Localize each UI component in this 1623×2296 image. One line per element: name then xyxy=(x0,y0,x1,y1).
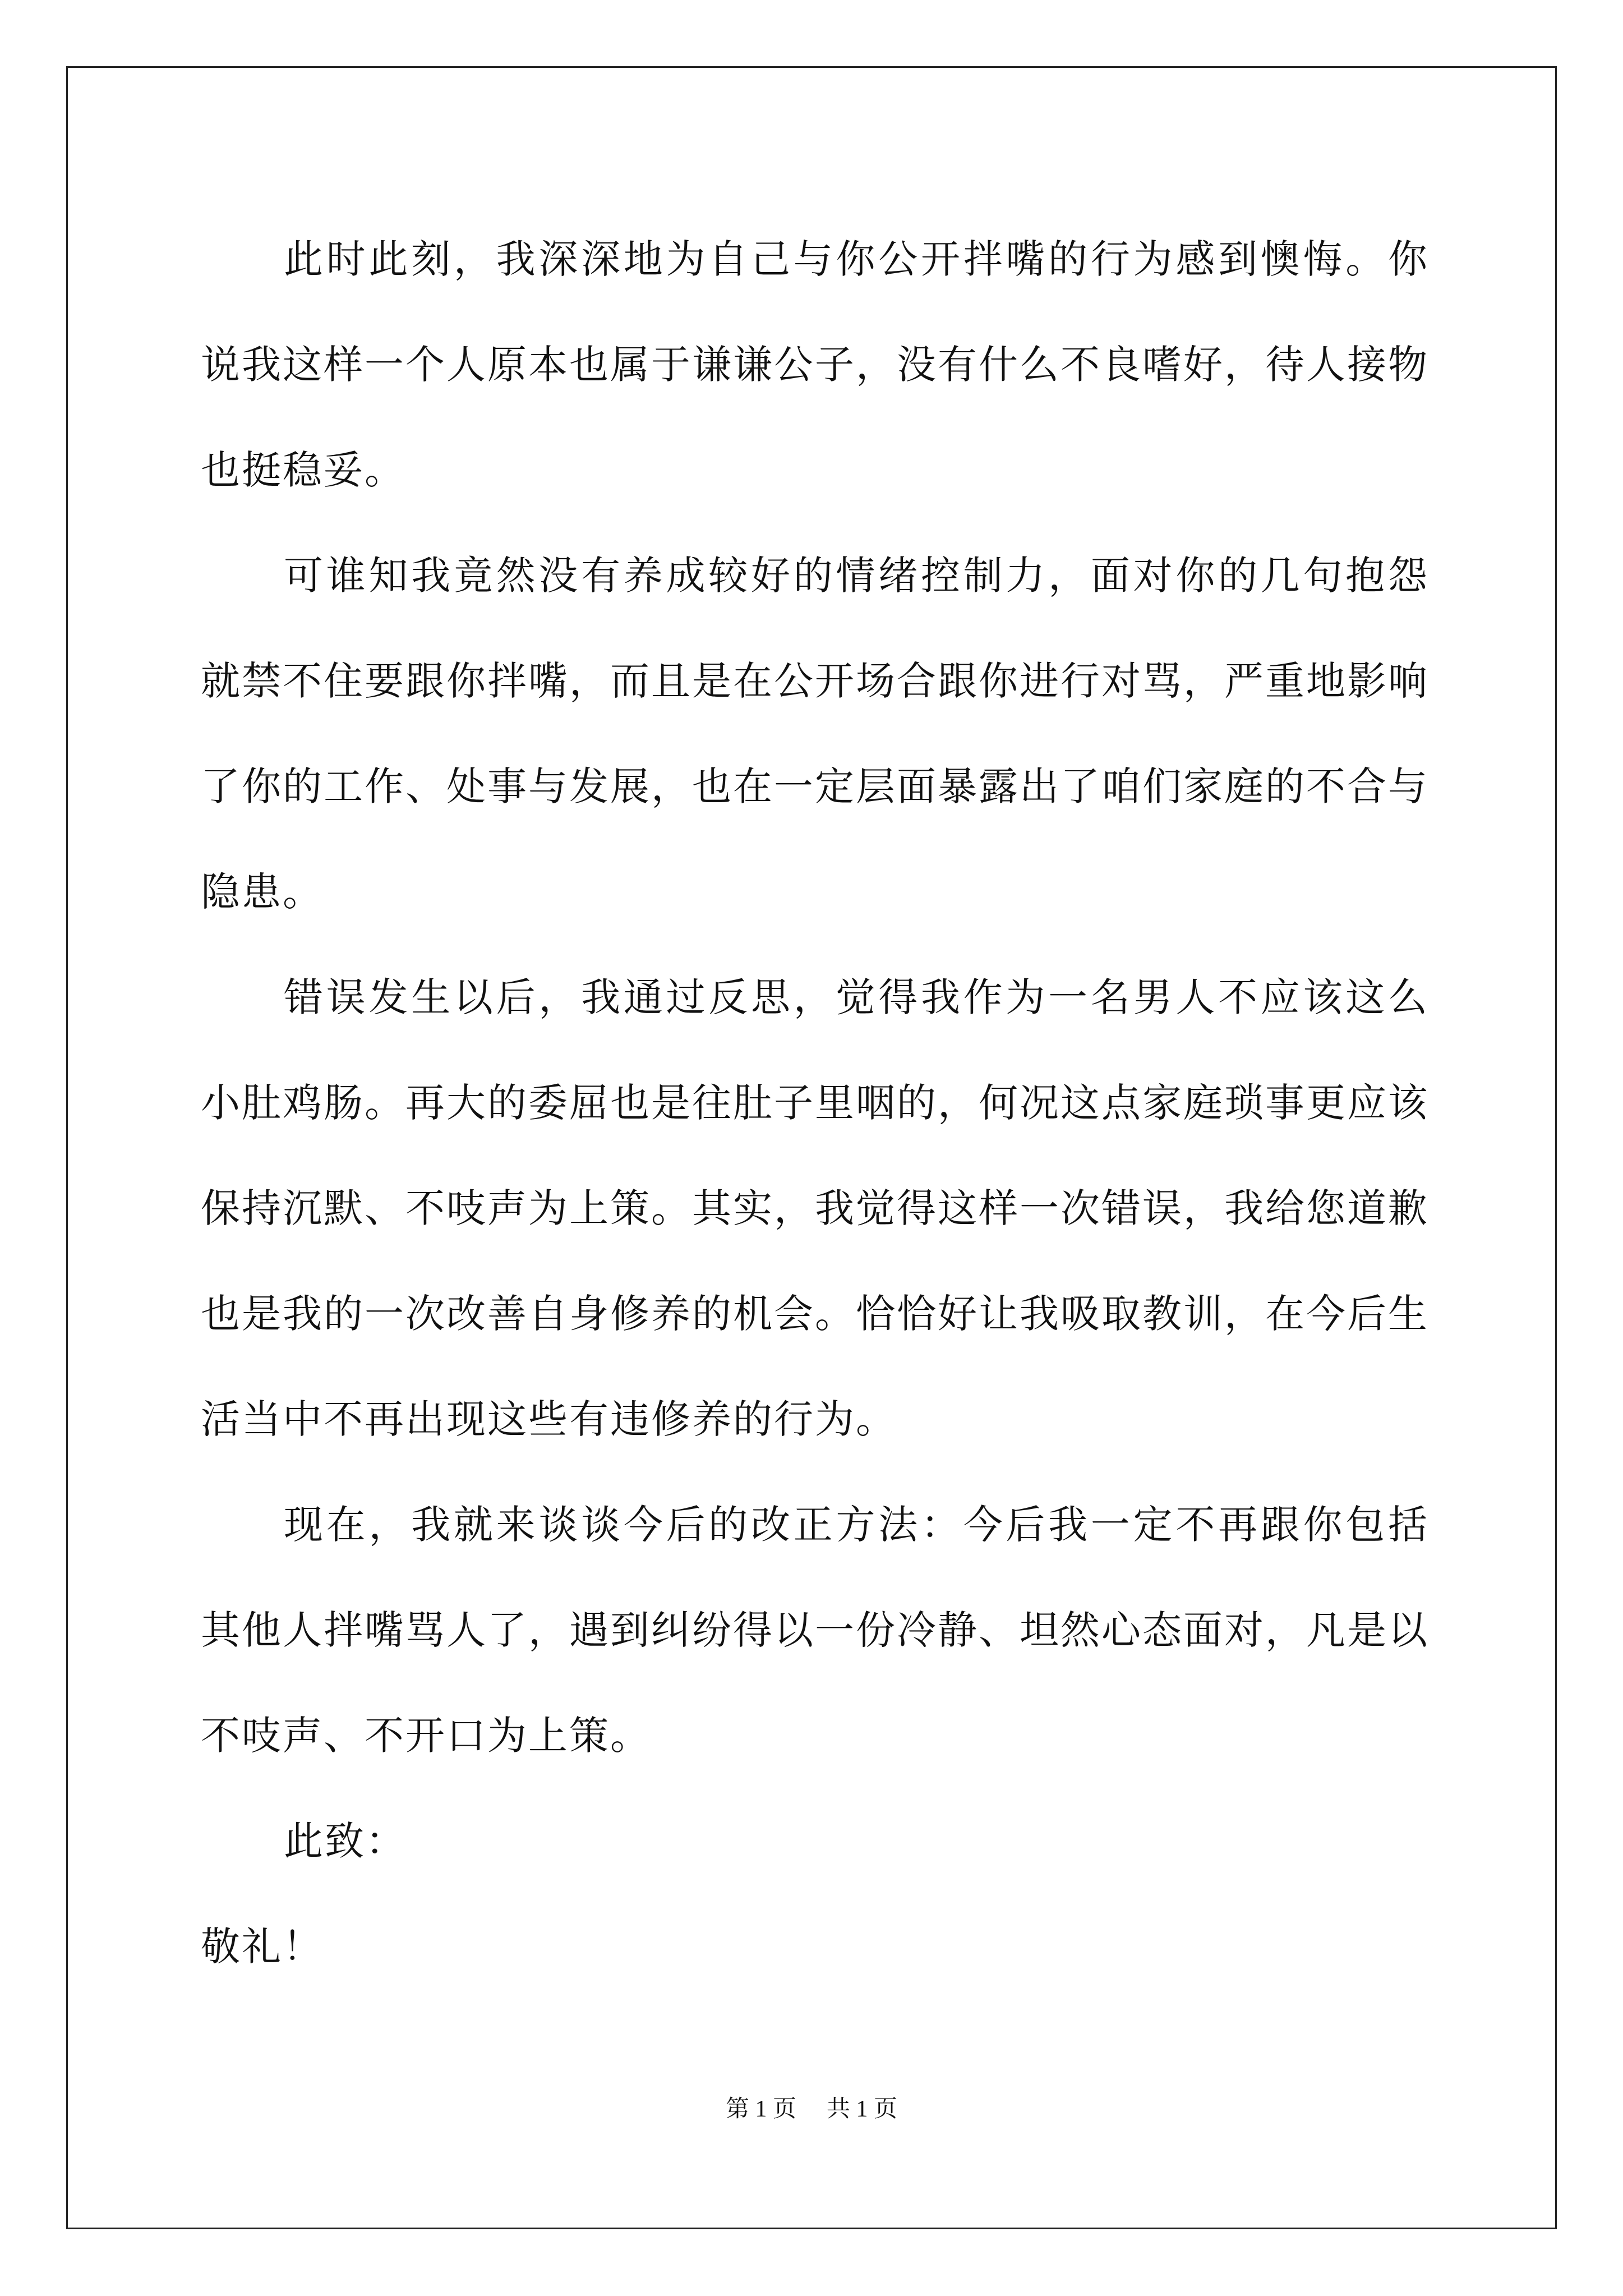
page-number-current: 第 1 页 xyxy=(725,2096,796,2122)
salutation: 此致： xyxy=(284,1818,407,1864)
paragraph-1: 此时此刻，我深深地为自己与你公开拌嘴的行为感到懊悔。你说我这样一个人原本也属于谦谦公子，没有什么不良嗜好，待人接物也挺稳妥。 xyxy=(201,236,1429,493)
paragraph-3: 错误发生以后，我通过反思，觉得我作为一名男人不应该这么小肚鸡肠。再大的委屈也是往肚子里咽的，何况这点家庭琐事更应该保持沉默、不吱声为上策。其实，我觉得这样一次错误，我给您道歉也是我的一次改善自身修养的机会。恰恰好让我吸取教训，在今后生活当中不再出现这些有违修养的行为。 xyxy=(201,974,1429,1442)
page-footer xyxy=(0,2092,1623,2126)
paragraph-4: 现在，我就来谈谈今后的改正方法：今后我一定不再跟你包括其他人拌嘴骂人了，遇到纠纷得以一份冷静、坦然心态面对，凡是以不吱声、不开口为上策。 xyxy=(201,1502,1429,1759)
regards: 敬礼！ xyxy=(201,1924,324,1970)
letter-body xyxy=(201,206,1429,1999)
paragraph-2: 可谁知我竟然没有养成较好的情绪控制力，面对你的几句抱怨就禁不住要跟你拌嘴，而且是在公开场合跟你进行对骂，严重地影响了你的工作、处事与发展，也在一定层面暴露出了咱们家庭的不合与隐患。 xyxy=(201,553,1429,915)
page-number-total: 共 1 页 xyxy=(827,2096,898,2122)
